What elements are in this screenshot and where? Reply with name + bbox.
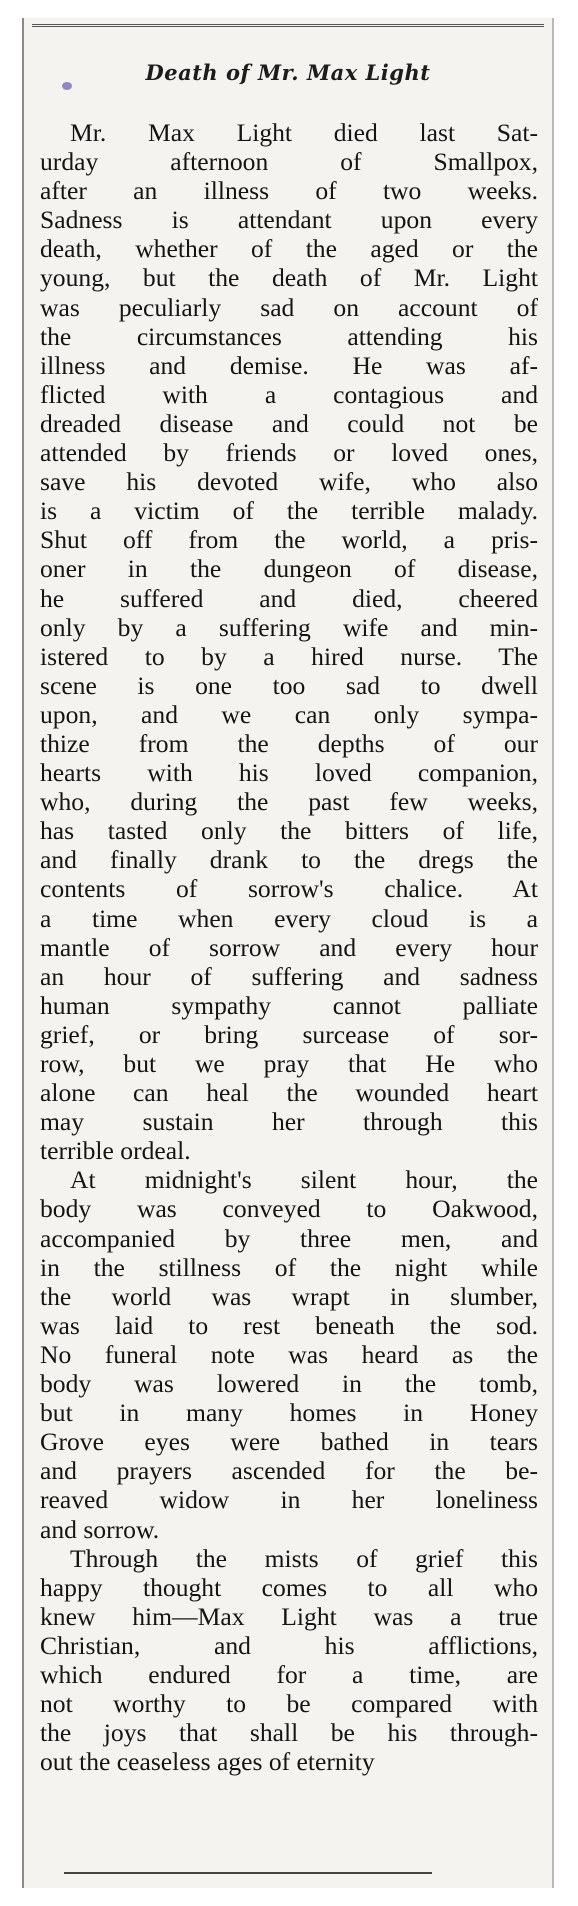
- article-line: the world was wrapt in slumber,: [40, 1281, 538, 1311]
- article-line: thize from the depths of our: [40, 728, 538, 758]
- newspaper-clipping: [22, 18, 554, 1888]
- article-line: illness and demise. He was af-: [40, 350, 538, 380]
- article-line: scene is one too sad to dwell: [40, 670, 538, 700]
- article-line: knew him—Max Light was a true: [40, 1601, 538, 1631]
- article-line: and sorrow.: [40, 1514, 160, 1544]
- article-line: row, but we pray that He who: [40, 1049, 538, 1078]
- article-line: in the stillness of the night while: [40, 1252, 538, 1282]
- article-line: flicted with a contagious and: [40, 379, 538, 409]
- article-line: young, but the death of Mr. Light: [40, 263, 538, 293]
- article-line: happy thought comes to all who: [40, 1572, 538, 1602]
- article-line: and prayers ascended for the be-: [40, 1456, 538, 1486]
- article-line: after an illness of two weeks.: [40, 176, 538, 206]
- bottom-rule: [64, 1872, 432, 1874]
- article-line: has tasted only the bitters of life,: [40, 816, 538, 846]
- article-line: and finally drank to the dregs the: [40, 845, 538, 875]
- article-line: was laid to rest beneath the sod.: [40, 1310, 538, 1340]
- article-line: Sadness is attendant upon every: [40, 205, 538, 235]
- article-line: save his devoted wife, who also: [40, 467, 538, 497]
- article-line: which endured for a time, are: [40, 1659, 538, 1689]
- article-line: not worthy to be compared with: [40, 1689, 538, 1719]
- article-line: grief, or bring surcease of sor-: [40, 1019, 538, 1049]
- article-line: upon, and we can only sympa-: [40, 699, 538, 729]
- article-line: attended by friends or loved ones,: [40, 438, 538, 468]
- article-line: dreaded disease and could not be: [40, 408, 538, 438]
- article-line: a time when every cloud is a: [40, 903, 538, 933]
- article-line: alone can heal the wounded heart: [40, 1078, 538, 1108]
- article-line: the joys that shall be his through-: [40, 1718, 538, 1748]
- article-line: he suffered and died, cheered: [40, 583, 538, 613]
- article-line: is a victim of the terrible malady.: [40, 496, 538, 526]
- article-line: may sustain her through this: [40, 1107, 538, 1137]
- top-rule: [32, 24, 544, 27]
- article-line: mantle of sorrow and every hour: [40, 932, 538, 962]
- article-line: death, whether of the aged or the: [40, 234, 538, 264]
- article-line: reaved widow in her loneliness: [40, 1485, 538, 1515]
- article-line: accompanied by three men, and: [40, 1223, 538, 1253]
- article-line: Grove eyes were bathed in tears: [40, 1427, 538, 1457]
- article-line: out the ceaseless ages of eternity: [40, 1747, 375, 1777]
- article-line: the circumstances attending his: [40, 321, 538, 351]
- article-line: but in many homes in Honey: [40, 1398, 538, 1428]
- headline: Death of Mr. Max Light: [145, 60, 431, 85]
- article-line: contents of sorrow's chalice. At: [40, 874, 538, 904]
- article-line: Christian, and his afflictions,: [40, 1630, 538, 1660]
- article-line: At midnight's silent hour, the: [70, 1165, 538, 1195]
- article-line: body was conveyed to Oakwood,: [40, 1194, 538, 1224]
- article-line: Through the mists of grief this: [70, 1543, 538, 1573]
- article-line: who, during the past few weeks,: [40, 787, 538, 817]
- article-body: [40, 118, 538, 1776]
- article-line: hearts with his loved companion,: [40, 758, 538, 788]
- article-line: istered to by a hired nurse. The: [40, 641, 538, 671]
- article-line: only by a suffering wife and min-: [40, 612, 538, 642]
- article-line: oner in the dungeon of disease,: [40, 554, 538, 584]
- article-line: No funeral note was heard as the: [40, 1339, 538, 1369]
- article-line: Shut off from the world, a pris-: [40, 525, 538, 555]
- article-line: human sympathy cannot palliate: [40, 990, 538, 1020]
- article-line: an hour of suffering and sadness: [40, 961, 538, 991]
- article-line: terrible ordeal.: [40, 1136, 191, 1166]
- article-line: Mr. Max Light died last Sat-: [70, 118, 538, 147]
- article-line: urday afternoon of Smallpox,: [40, 147, 538, 177]
- article-line: body was lowered in the tomb,: [40, 1369, 538, 1399]
- article-line: was peculiarly sad on account of: [40, 292, 538, 322]
